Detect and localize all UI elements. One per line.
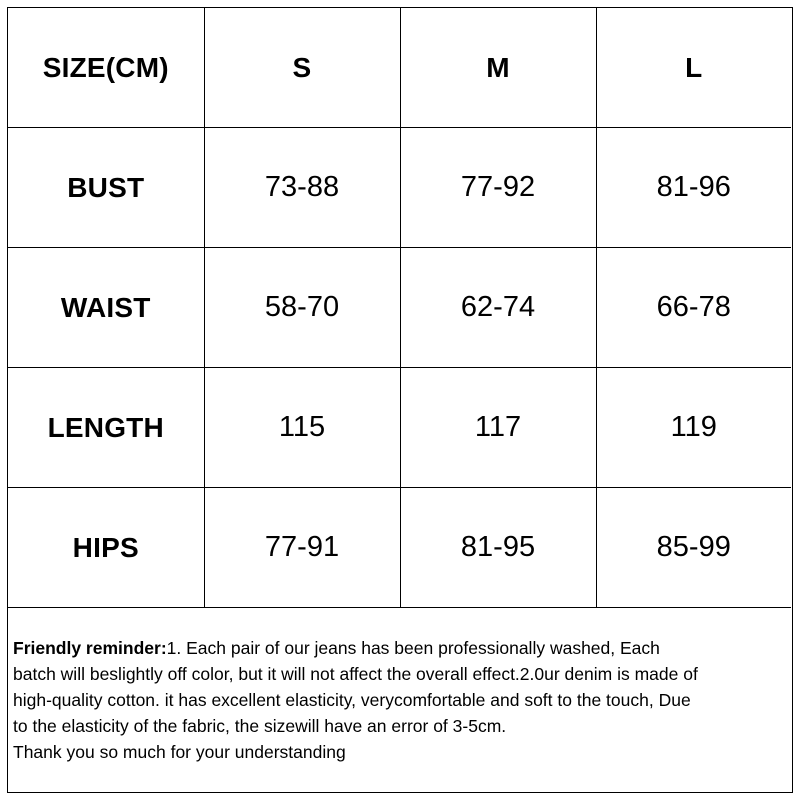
cell-bust-m: 77-92 [400,128,596,248]
cell-hips-m: 81-95 [400,488,596,608]
reminder-line-3: high-quality cotton. it has excellent elasticity, verycomfortable and soft to the touch, Due [13,690,691,710]
cell-length-s: 115 [204,368,400,488]
row-label-hips: HIPS [8,488,204,608]
header-cell-size: SIZE(CM) [8,8,204,128]
cell-hips-s: 77-91 [204,488,400,608]
row-label-length: LENGTH [8,368,204,488]
cell-length-l: 119 [596,368,791,488]
friendly-reminder [13,635,789,765]
cell-hips-l: 85-99 [596,488,791,608]
size-table [8,8,791,608]
cell-waist-l: 66-78 [596,248,791,368]
reminder-title: Friendly reminder: [13,638,167,658]
cell-bust-l: 81-96 [596,128,791,248]
size-chart [7,7,793,793]
header-cell-l: L [596,8,791,128]
table-row-length [8,368,791,488]
reminder-line-1: 1. Each pair of our jeans has been professionally washed, Each [166,638,660,658]
cell-length-m: 117 [400,368,596,488]
header-cell-s: S [204,8,400,128]
table-row-bust [8,128,791,248]
reminder-line-5: Thank you so much for your understanding [13,742,346,762]
cell-waist-m: 62-74 [400,248,596,368]
reminder-line-2: batch will beslightly off color, but it will not affect the overall effect.2.0ur denim is made of [13,664,698,684]
table-header-row [8,8,791,128]
table-row-hips [8,488,791,608]
row-label-bust: BUST [8,128,204,248]
row-label-waist: WAIST [8,248,204,368]
cell-bust-s: 73-88 [204,128,400,248]
header-cell-m: M [400,8,596,128]
table-row-waist [8,248,791,368]
reminder-line-4: to the elasticity of the fabric, the sizewill have an error of 3-5cm. [13,716,507,736]
cell-waist-s: 58-70 [204,248,400,368]
